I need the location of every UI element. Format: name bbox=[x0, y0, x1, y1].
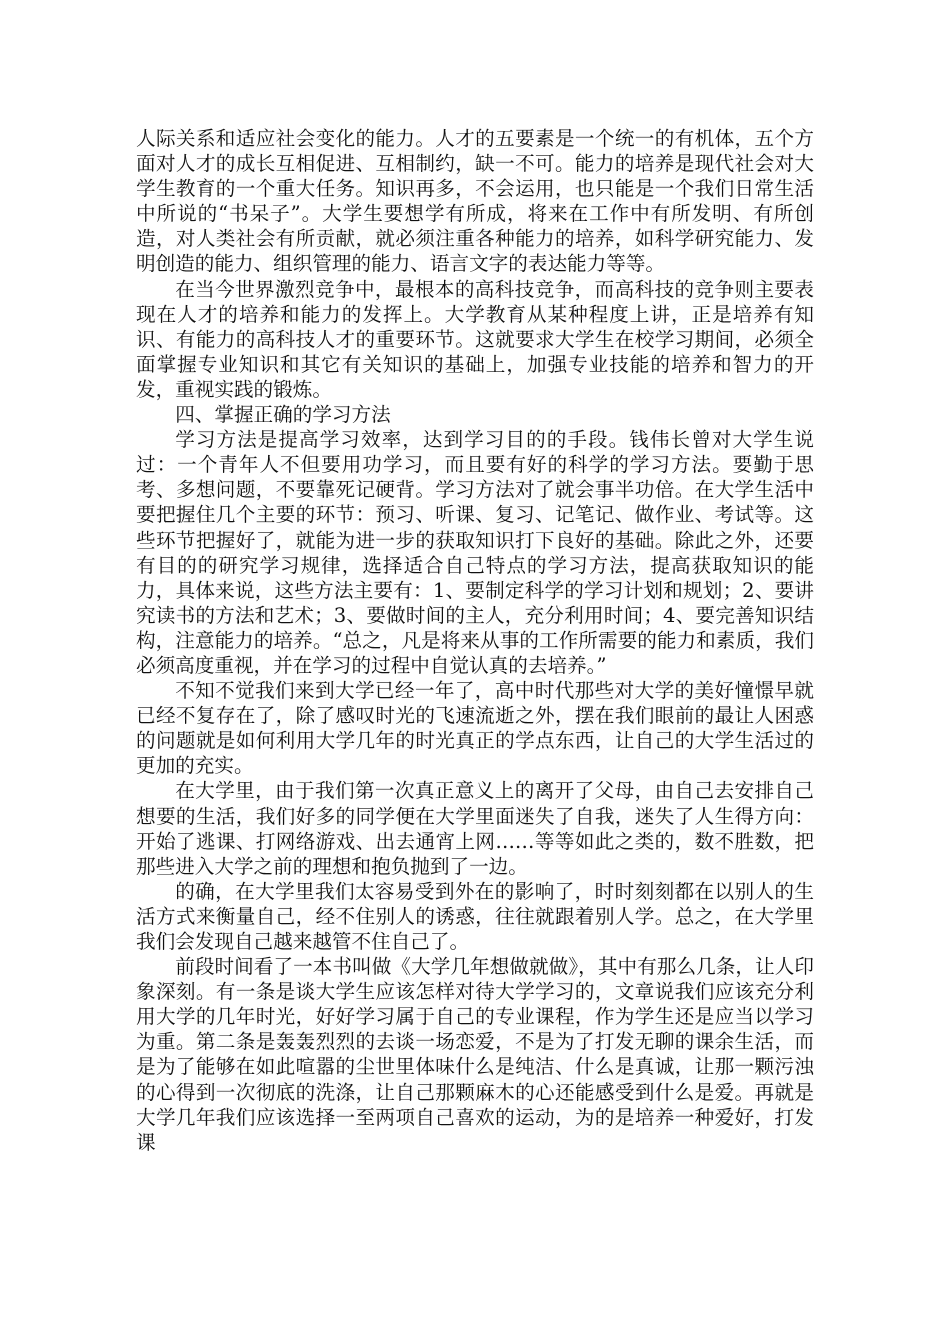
paragraph-one-year-in-college: 不知不觉我们来到大学已经一年了，高中时代那些对大学的美好憧憬早就已经不复存在了，除了感叹时光的飞速流逝之外，摆在我们眼前的最让人困惑的问题就是如何利用大学几年的时光真正的学点东西，让自己的大学生活过的更加的充实。 bbox=[136, 679, 814, 778]
paragraph-losing-direction: 在大学里，由于我们第一次真正意义上的离开了父母，由自己去安排自己想要的生活，我们好多的同学便在大学里面迷失了自我，迷失了人生得方向：开始了逃课、打网络游戏、出去通宵上网……等等如此之类的，数不胜数，把那些进入大学之前的理想和抱负抛到了一边。 bbox=[136, 779, 814, 878]
section-heading-learning-methods: 四、掌握正确的学习方法 bbox=[175, 403, 391, 427]
paragraph-book-reflection: 前段时间看了一本书叫做《大学几年想做就做》，其中有那么几条，让人印象深刻。有一条是谈大学生应该怎样对待大学学习的，文章说我们应该充分利用大学的几年时光，好好学习属于自己的专业课程，作为学生还是应当以学习为重。第二条是轰轰烈烈的去谈一场恋爱，不是为了打发无聊的课余生活，而是为了能够在如此喧嚣的尘世里体味什么是纯洁、什么是真诚，让那一颗污浊的心得到一次彻底的洗涤，让自己那颗麻木的心还能感受到什么是爱。再就是大学几年我们应该选择一至两项自己喜欢的运动，为的是培养一种爱好，打发课 bbox=[136, 955, 814, 1154]
paragraph-external-influence: 的确，在大学里我们太容易受到外在的影响了，时时刻刻都在以别人的生活方式来衡量自己，经不住别人的诱惑，往往就跟着别人学。总之，在大学里我们会发现自己越来越管不住自己了。 bbox=[136, 879, 814, 953]
paragraph-global-competition: 在当今世界激烈竞争中，最根本的高科技竞争，而高科技的竞争则主要表现在人才的培养和能力的发挥上。大学教育从某种程度上讲，正是培养有知识、有能力的高科技人才的重要环节。这就要求大学生在校学习期间，必须全面掌握专业知识和其它有关知识的基础上，加强专业技能的培养和智力的开发，重视实践的锻炼。 bbox=[136, 277, 814, 401]
document-page bbox=[136, 126, 814, 1155]
paragraph-learning-methods: 学习方法是提高学习效率，达到学习目的的手段。钱伟长曾对大学生说过：一个青年人不但要用功学习，而且要有好的科学的学习方法。要勤于思考、多想问题，不要靠死记硬背。学习方法对了就会事半功倍。在大学生活中要把握住几个主要的环节：预习、听课、复习、记笔记、做作业、考试等。这些环节把握好了，就能为进一步的获取知识打下良好的基础。除此之外，还要有目的的研究学习规律，选择适合自己特点的学习方法，提高获取知识的能力，具体来说，这些方法主要有：1、要制定科学的学习计划和规划；2、要讲究读书的方法和艺术；3、要做时间的主人，充分利用时间；4、要完善知识结构，注意能力的培养。“总之，凡是将来从事的工作所需要的能力和素质，我们必须高度重视，并在学习的过程中自觉认真的去培养。” bbox=[136, 428, 814, 677]
paragraph-talent-abilities: 人际关系和适应社会变化的能力。人才的五要素是一个统一的有机体，五个方面对人才的成长互相促进、互相制约，缺一不可。能力的培养是现代社会对大学生教育的一个重大任务。知识再多，不会运用，也只能是一个我们日常生活中所说的“书呆子”。大学生要想学有所成，将来在工作中有所发明、有所创造，对人类社会有所贡献，就必须注重各种能力的培养，如科学研究能力、发明创造的能力、组织管理的能力、语言文字的表达能力等等。 bbox=[136, 127, 814, 276]
